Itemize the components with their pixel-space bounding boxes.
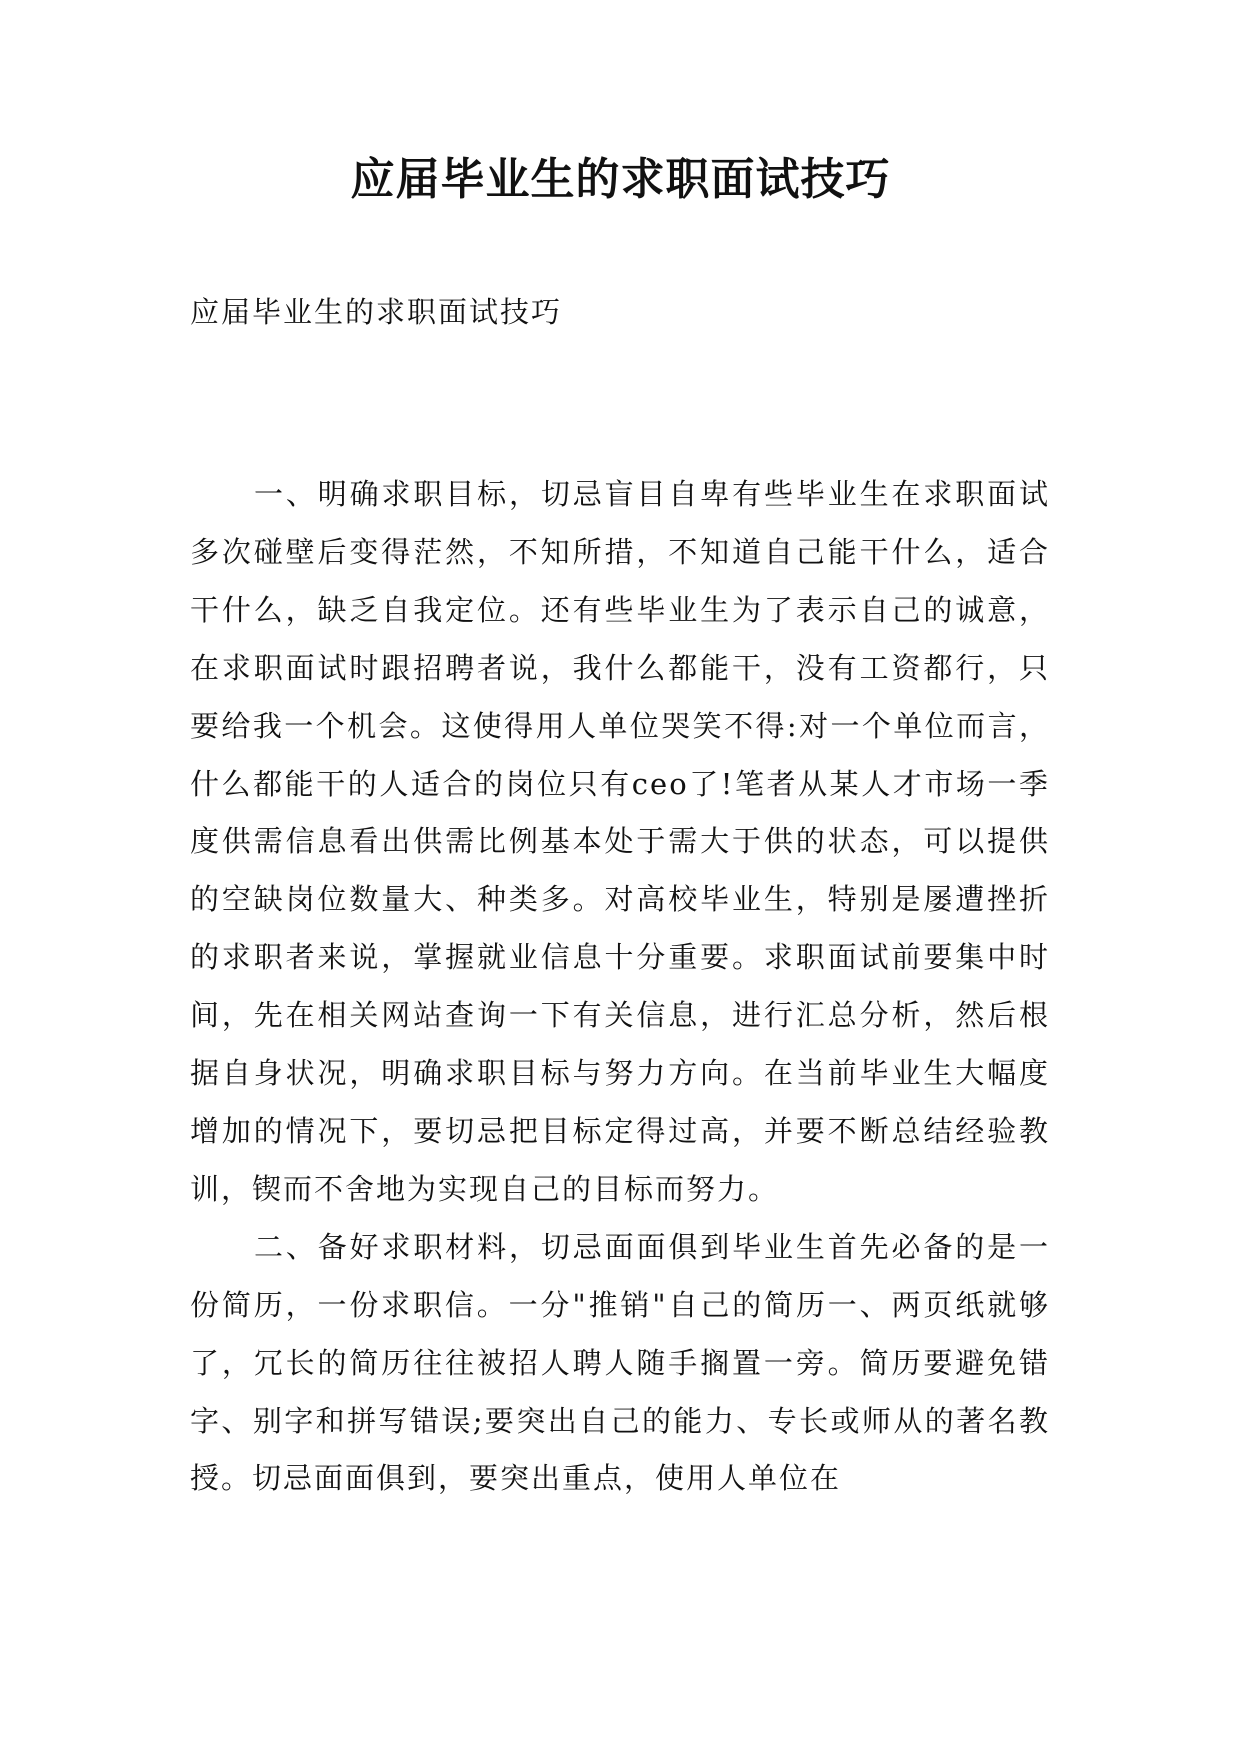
body-paragraph-1: 一、明确求职目标，切忌盲目自卑有些毕业生在求职面试多次碰壁后变得茫然，不知所措，不知道自己能干什么，适合干什么，缺乏自我定位。还有些毕业生为了表示自己的诚意，在求职面试时跟招聘者说，我什么都能干，没有工资都行，只要给我一个机会。这使得用人单位哭笑不得:对一个单位而言，什么都能干的人适合的岗位只有ceo了!笔者从某人才市场一季度供需信息看出供需比例基本处于需大于供的状态，可以提供的空缺岗位数量大、种类多。对高校毕业生，特别是屡遭挫折的求职者来说，掌握就业信息十分重要。求职面试前要集中时间，先在相关网站查询一下有关信息，进行汇总分析，然后根据自身状况，明确求职目标与努力方向。在当前毕业生大幅度增加的情况下，要切忌把目标定得过高，并要不断总结经验教训，锲而不舍地为实现自己的目标而努力。 bbox=[190, 477, 1050, 1206]
document-subtitle: 应届毕业生的求职面试技巧 bbox=[190, 295, 563, 329]
document-body bbox=[190, 466, 1050, 1508]
document-title: 应届毕业生的求职面试技巧 bbox=[350, 154, 891, 205]
body-paragraph-2: 二、备好求职材料，切忌面面俱到毕业生首先必备的是一份简历，一份求职信。一分"推销"自己的简历一、两页纸就够了，冗长的简历往往被招人聘人随手搁置一旁。简历要避免错字、别字和拼写错误;要突出自己的能力、专长或师从的著名教授。切忌面面俱到，要突出重点，使用人单位在 bbox=[190, 1229, 1050, 1496]
